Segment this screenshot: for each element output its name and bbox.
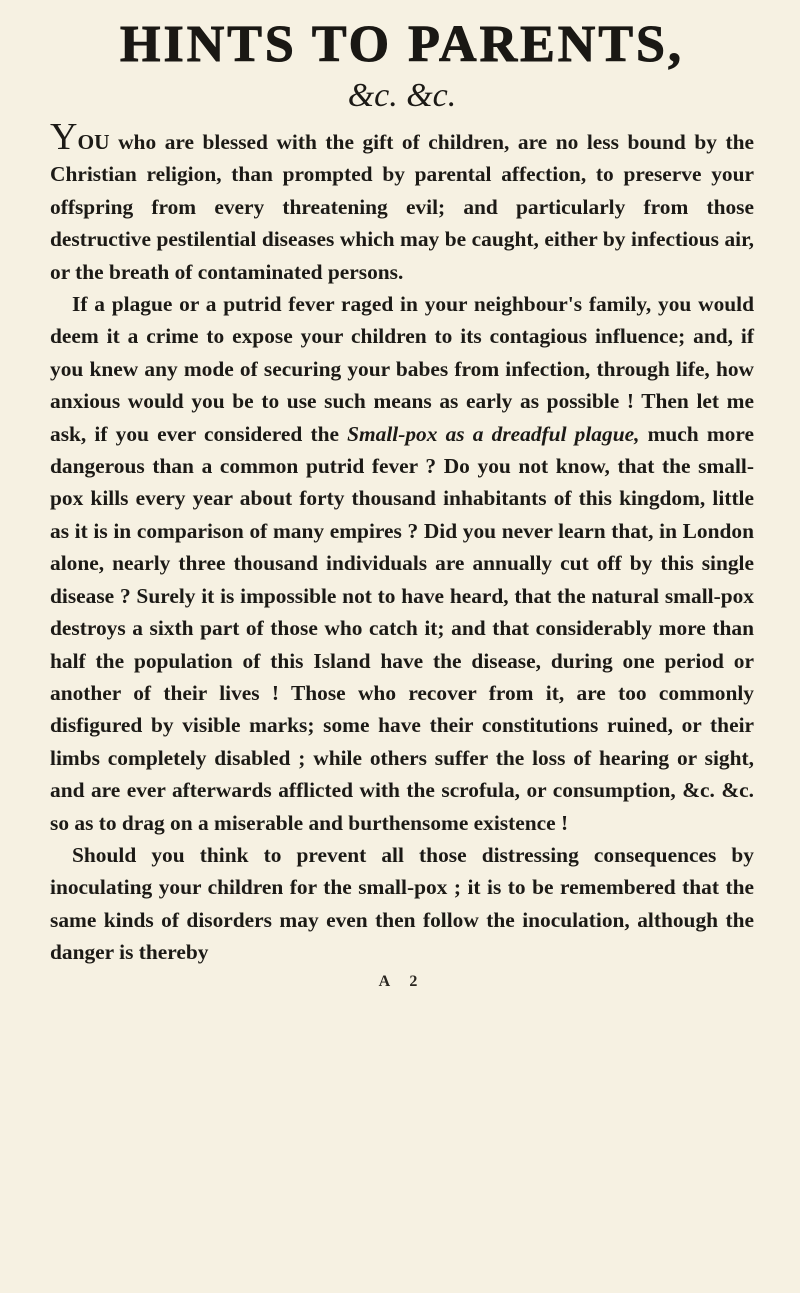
paragraph-3 bbox=[50, 839, 754, 969]
drop-cap: Y bbox=[50, 116, 78, 158]
paragraph-2-text-a: If a plague or a putrid fever raged in your neighbour's family, you would deem it a crime to expose your children to its contagious influence; and, if you knew any mode of securing your babes from infection, through life, how anxious would you be to use such means as early as possible ! Then let me ask, if you ever considered the bbox=[50, 292, 754, 446]
paragraph-1 bbox=[50, 116, 754, 288]
paragraph-1-text: who are blessed with the gift of children, are no less bound by the Christian religion, than prompted by parental affection, to preserve your offspring from every threatening evil; and particularly from those destructive pestilential diseases which may be caught, either by infectious air, or the breath of contaminated persons. bbox=[50, 130, 754, 284]
paragraph-2-italic: Small-pox as a dreadful plague, bbox=[347, 421, 640, 446]
paragraph-3-text: Should you think to prevent all those distressing consequences by inoculating your children for the small-pox ; it is to be remembered that the same kinds of disorders may even then follow the inoculation, although the danger is thereby bbox=[50, 842, 754, 965]
page-title: HINTS TO PARENTS, bbox=[120, 16, 684, 73]
paragraph-2 bbox=[50, 288, 754, 839]
page-subtitle: &c. &c. bbox=[347, 77, 457, 114]
paragraph-2-text-b: much more dangerous than a common putrid fever ? Do you not know, that the small-pox kills every year about forty thousand inhabitants of this kingdom, little as it is in comparison of many empires ? Did you never learn that, in London alone, nearly three thousand individuals are annually cut off by this single disease ? Surely it is impossible not to have heard, that the natural small-pox destroys a sixth part of those who catch it; and that considerably more than half the population of this Island have the disease, during one period or another of their lives ! Those who recover from it, are too commonly disfigured by visible marks; some have their constitutions ruined, or their limbs completely disabled ; while others suffer the loss of hearing or sight, and are ever afterwards afflicted with the scrofula, or consumption, &c. &c. so as to drag on a miserable and burthensome existence ! bbox=[50, 421, 754, 835]
signature-mark: A 2 bbox=[378, 972, 426, 990]
body-text bbox=[50, 116, 754, 969]
lead-word: OU bbox=[77, 130, 110, 154]
